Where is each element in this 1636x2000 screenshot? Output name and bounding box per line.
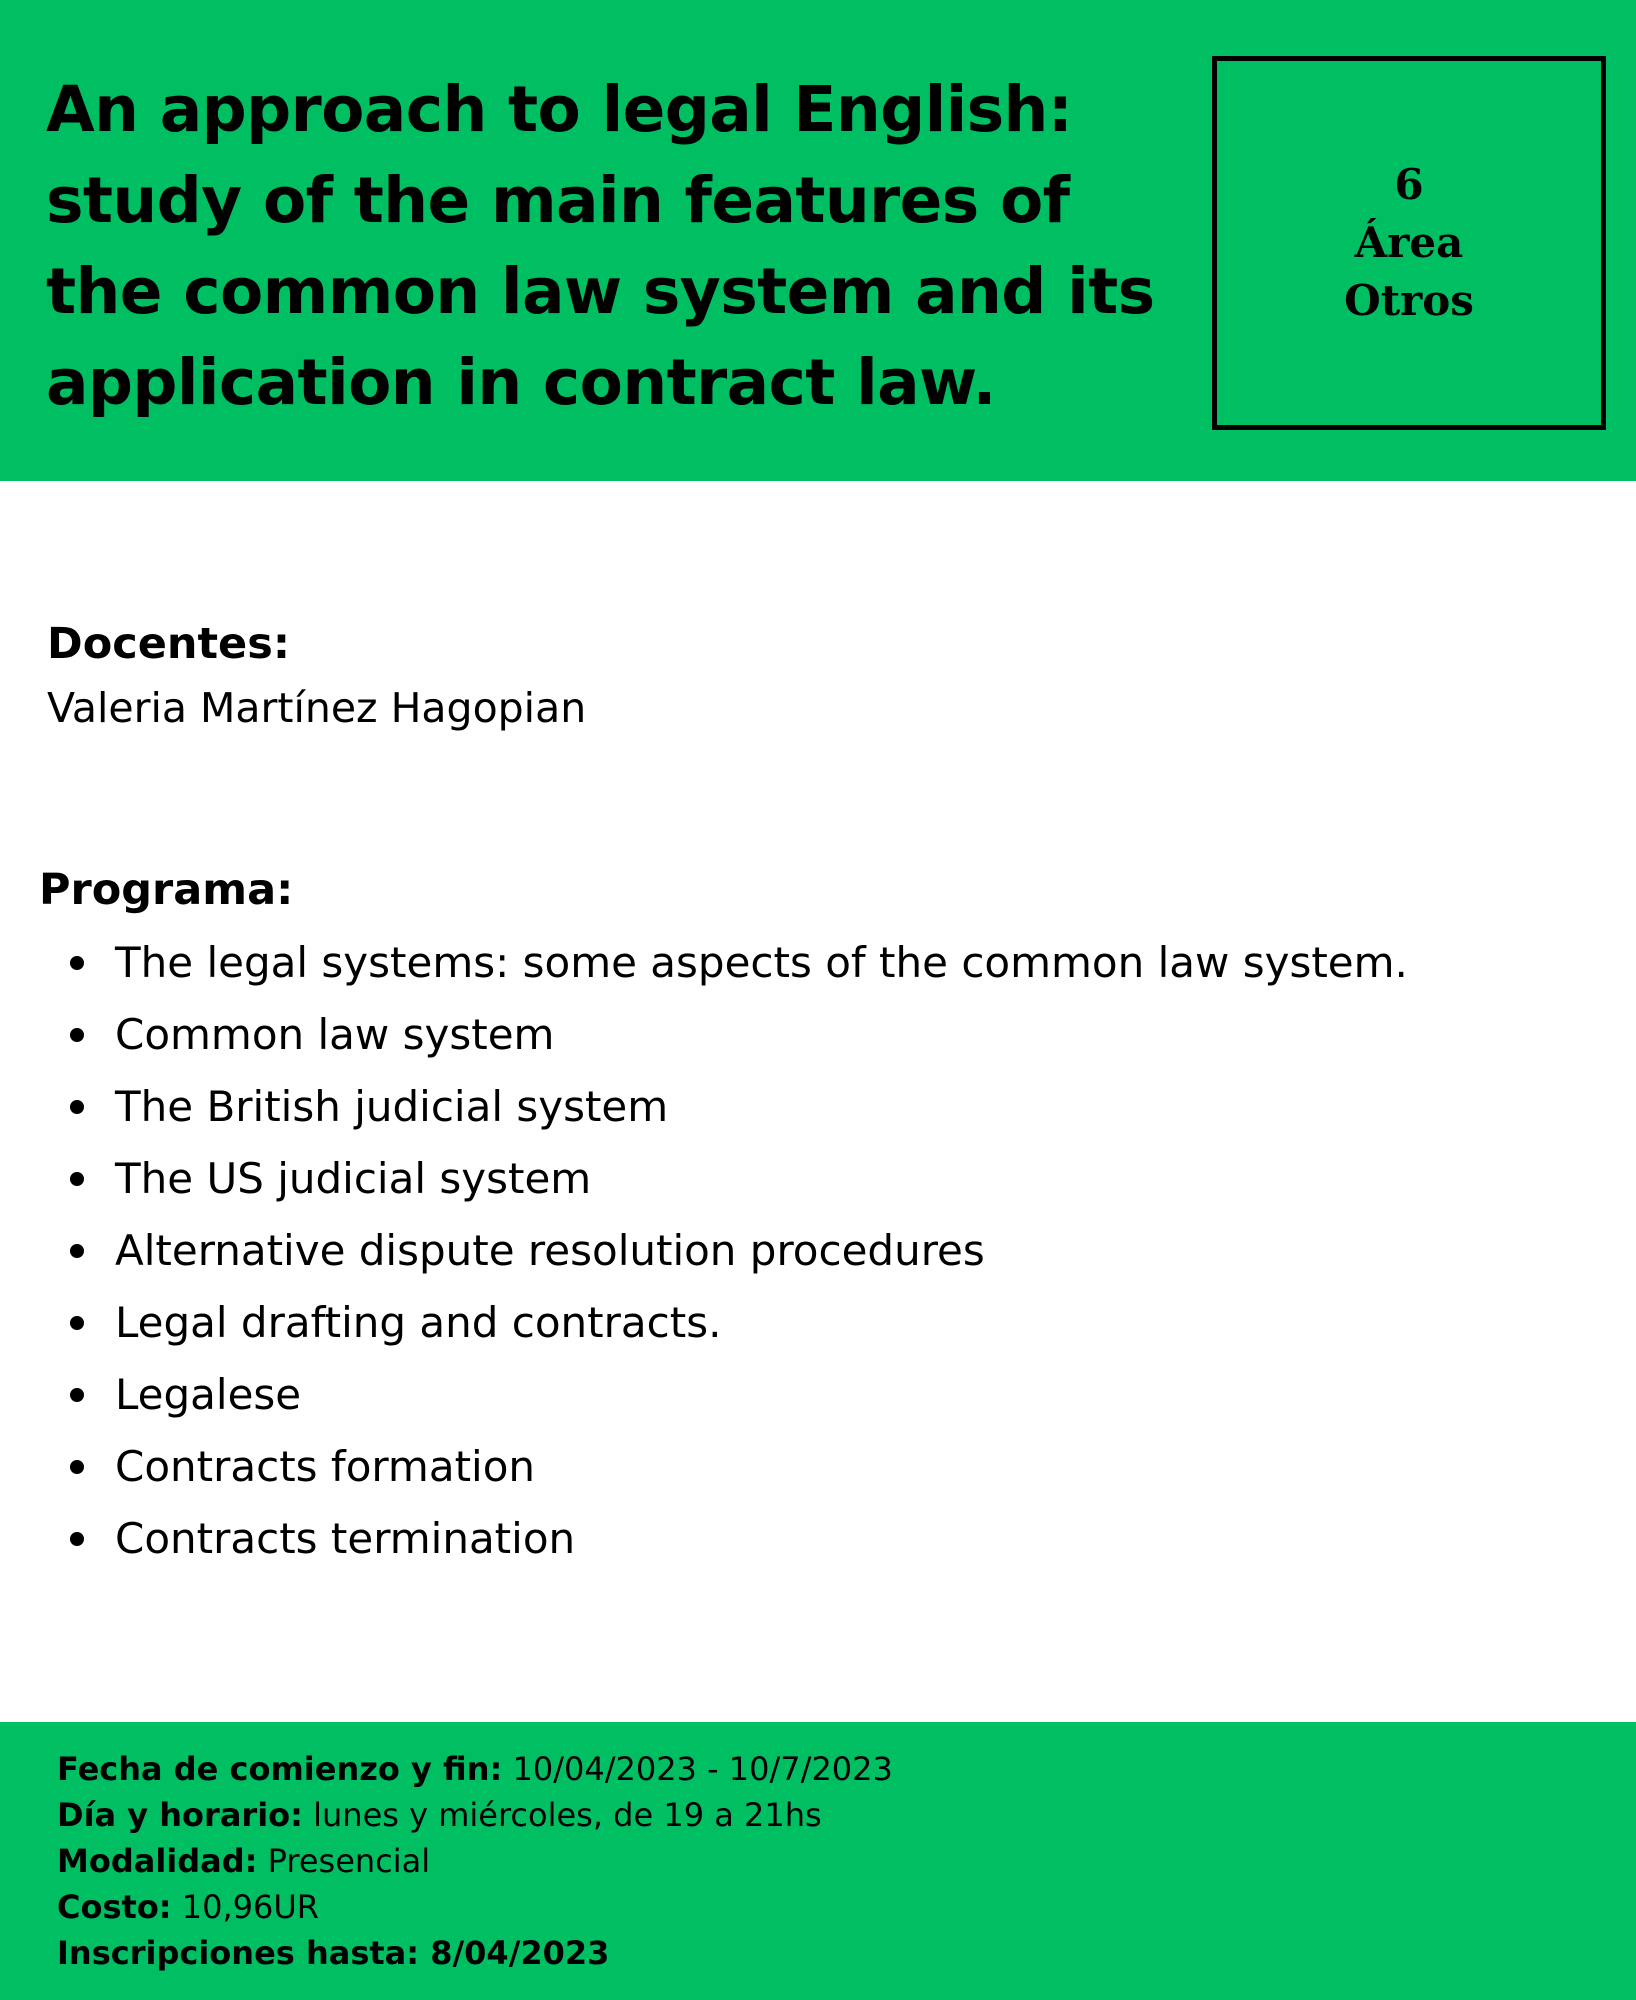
schedule-label: Día y horario: [57,1796,303,1834]
list-item [0,1294,1408,1366]
list-item [0,1510,1408,1582]
list-item [0,1006,1408,1078]
schedule-value: lunes y miércoles, de 19 a 21hs [313,1796,822,1834]
bullet-icon [70,1172,84,1186]
modality-line [57,1838,893,1884]
list-item-text: The British judicial system [115,1082,669,1131]
bullet-icon [70,1532,84,1546]
list-item-text: Common law system [115,1010,555,1059]
list-item-text: Legalese [115,1370,302,1419]
bullet-icon [70,1316,84,1330]
list-item [0,1438,1408,1510]
dates-value: 10/04/2023 - 10/7/2023 [512,1750,893,1788]
schedule-line [57,1792,893,1838]
header-banner [0,0,1636,481]
list-item [0,1150,1408,1222]
bullet-icon [70,1244,84,1258]
docentes-heading: Docentes: [47,619,291,669]
dates-line [57,1746,893,1792]
list-item [0,1078,1408,1150]
docente-name: Valeria Martínez Hagopian [47,684,587,732]
list-item [0,1366,1408,1438]
cost-line [57,1884,893,1930]
area-value: Otros [1344,276,1474,325]
list-item-text: Legal drafting and contracts. [115,1298,722,1347]
list-item-text: Contracts termination [115,1514,576,1563]
dates-label: Fecha de comienzo y fin: [57,1750,503,1788]
area-label: Área [1354,218,1464,267]
course-title: An approach to legal English: study of the main features of the common law system and its application in contract law. [46,73,1155,419]
bullet-icon [70,1388,84,1402]
modality-label: Modalidad: [57,1842,258,1880]
programa-heading: Programa: [39,865,294,915]
area-box [1212,56,1606,430]
course-details [57,1746,893,1976]
list-item-text: Alternative dispute resolution procedures [115,1226,985,1275]
area-number: 6 [1394,160,1424,209]
cost-value: 10,96UR [181,1888,320,1926]
list-item [0,934,1408,1006]
bullet-icon [70,1460,84,1474]
bullet-icon [70,1028,84,1042]
footer-banner [0,1722,1636,2000]
registration-line [57,1930,893,1976]
list-item-text: The legal systems: some aspects of the common law system. [115,938,1408,987]
modality-value: Presencial [267,1842,431,1880]
bullet-icon [70,1100,84,1114]
list-item-text: Contracts formation [115,1442,536,1491]
programa-list [0,934,1408,1582]
registration-deadline: Inscripciones hasta: 8/04/2023 [57,1934,610,1972]
list-item [0,1222,1408,1294]
list-item-text: The US judicial system [115,1154,592,1203]
cost-label: Costo: [57,1888,172,1926]
bullet-icon [70,956,84,970]
